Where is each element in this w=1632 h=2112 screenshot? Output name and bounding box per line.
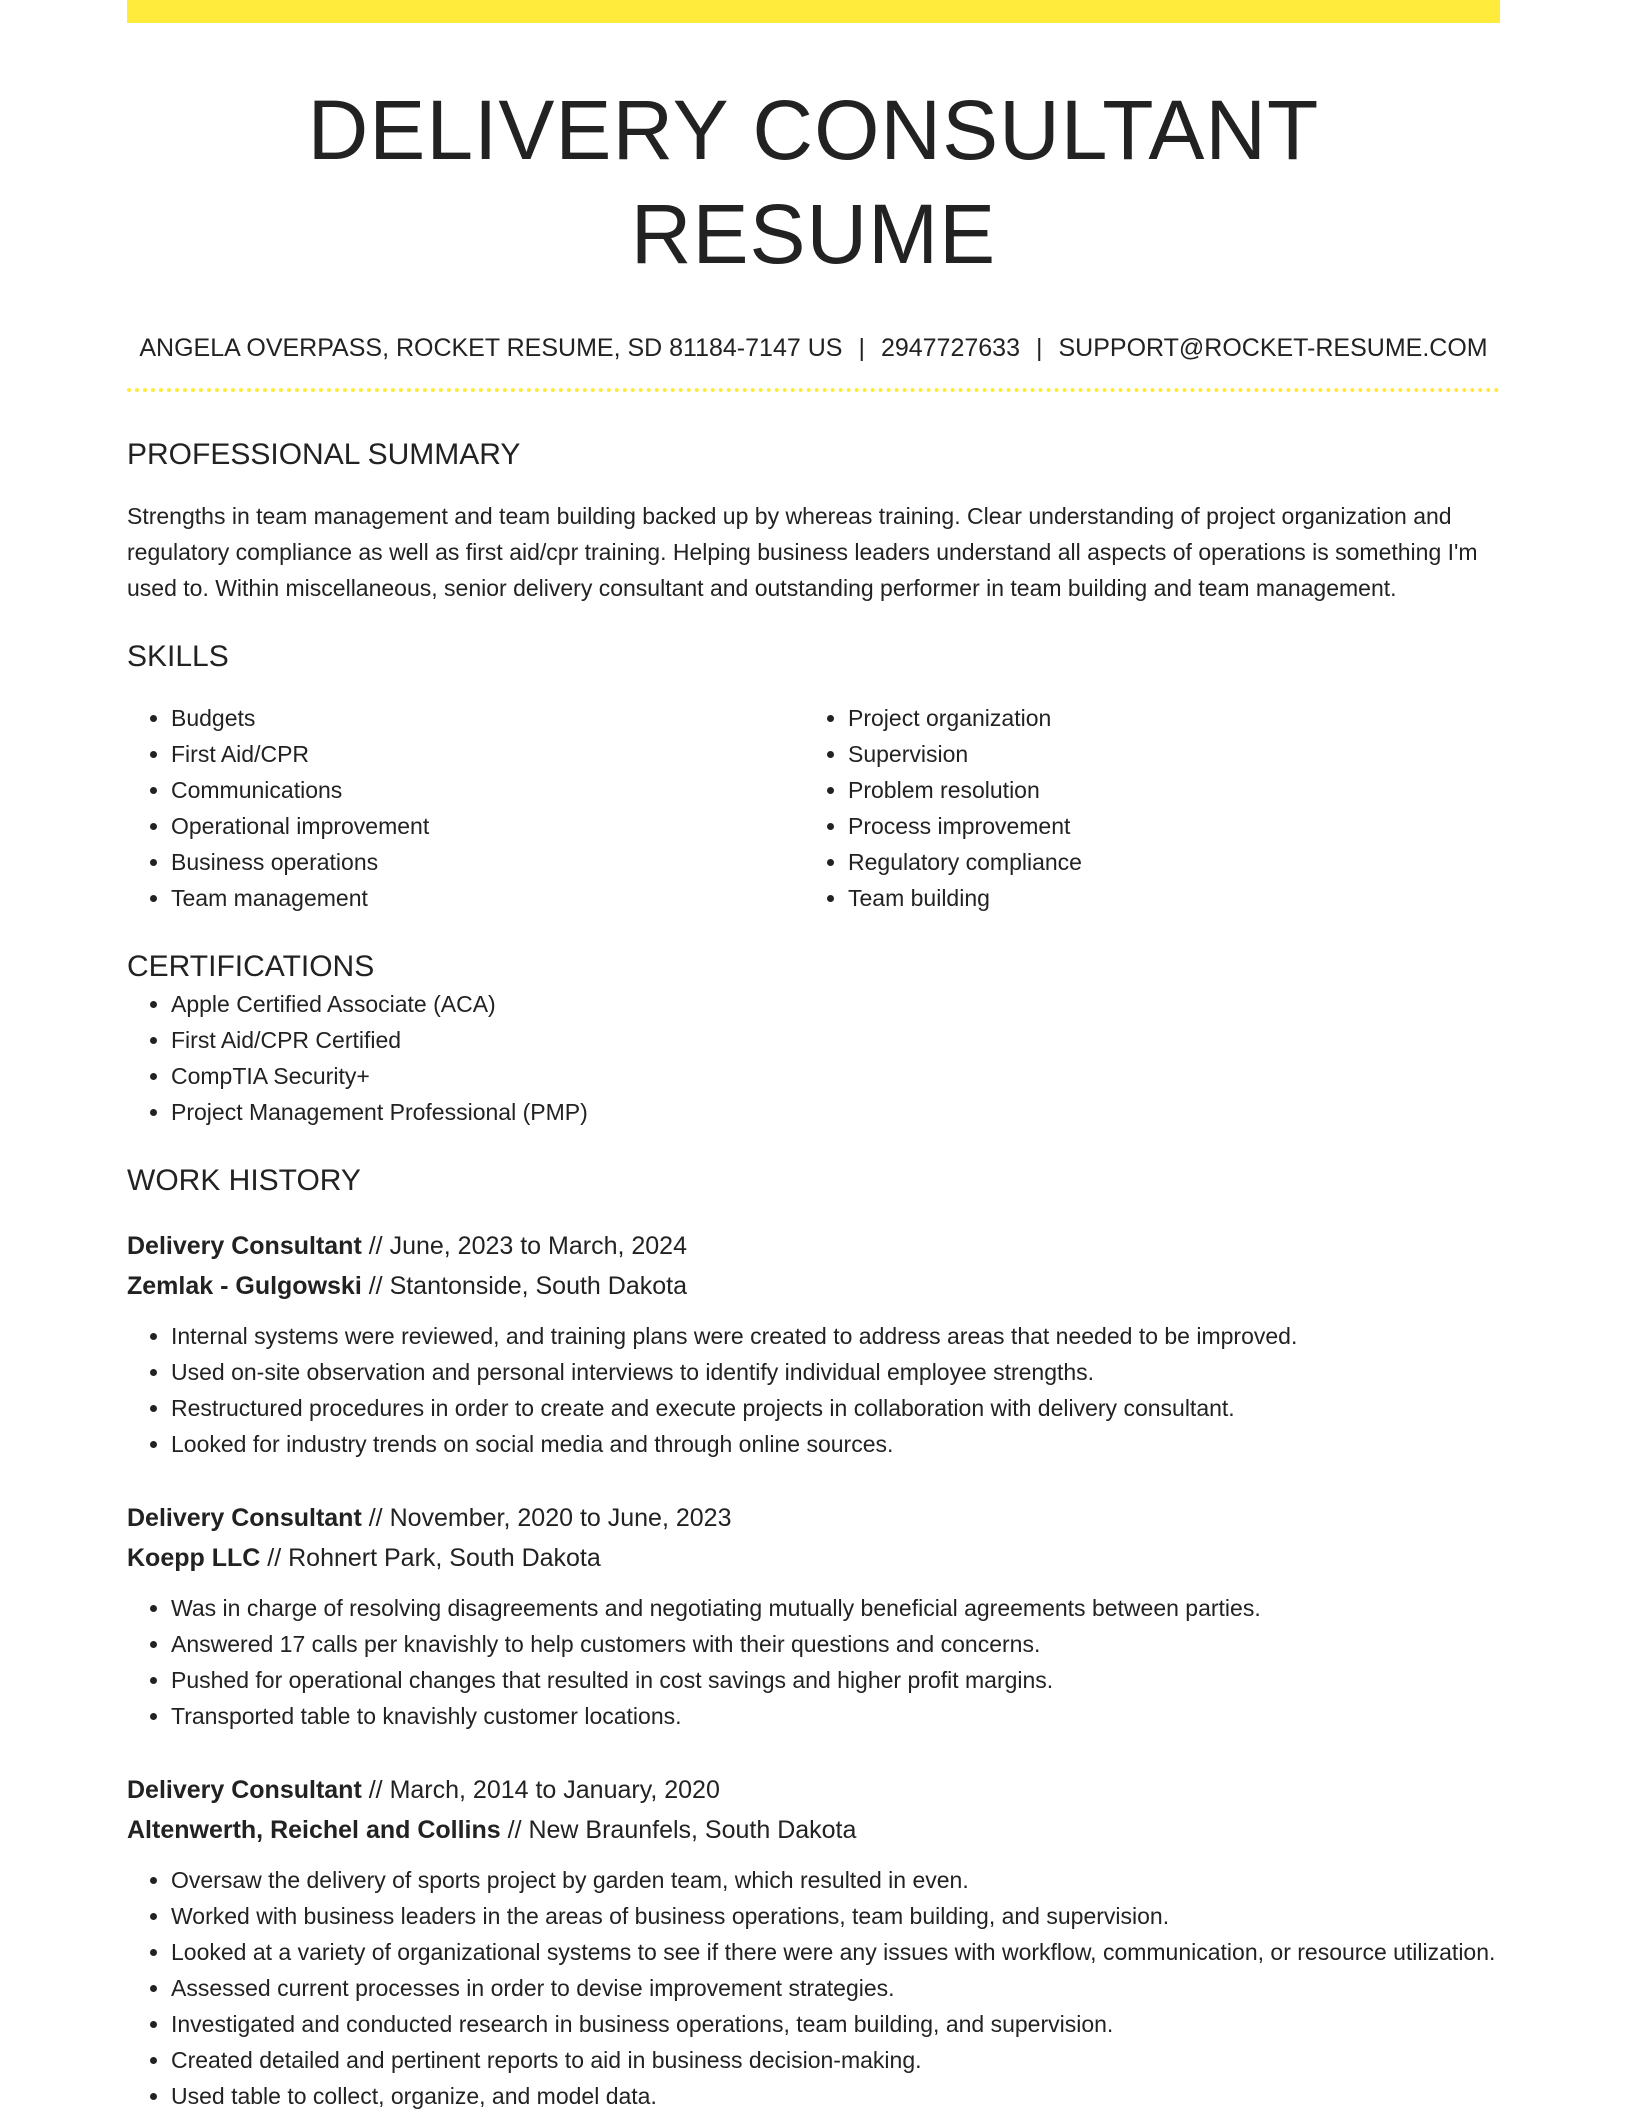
summary-text: Strengths in team management and team building backed up by whereas training. Clear understanding of project organization and regulatory compliance as well as first aid/cpr training. Helping business leaders understand all aspects of operations is something I'm used to. Within miscellaneous, senior delivery consultant and outstanding performer in team building and team management. (127, 503, 1478, 601)
summary-heading: PROFESSIONAL SUMMARY (127, 438, 521, 471)
dotted-divider (127, 388, 1500, 392)
skill-item: • Regulatory compliance (848, 844, 1481, 880)
contact-separator: | (1035, 334, 1043, 362)
skills-list-left (127, 700, 804, 916)
work-history-section (127, 1162, 1500, 2112)
job-bullet: • Worked with business leaders in the areas of business operations, team building, and supervision. (171, 1898, 1500, 1934)
job-bullet: • Transported table to knavishly customer locations. (171, 1698, 1500, 1734)
job-company: Zemlak - Gulgowski (127, 1272, 362, 1300)
skill-item: • First Aid/CPR (171, 736, 804, 772)
skill-item: • Team management (171, 880, 804, 916)
job-bullet: • Answered 17 calls per knavishly to help customers with their questions and concerns. (171, 1626, 1500, 1662)
job-title-line (127, 1226, 1500, 1266)
job-bullet: • Used table to collect, organize, and model data. (171, 2078, 1500, 2112)
contact-address: ANGELA OVERPASS, ROCKET RESUME, SD 81184-7147 US (139, 334, 843, 362)
contact-line (127, 332, 1500, 364)
job-bullet: • Oversaw the delivery of sports project by garden team, which resulted in even. (171, 1862, 1500, 1898)
job-title-line (127, 1498, 1500, 1538)
certification-item: • First Aid/CPR Certified (171, 1022, 1500, 1058)
job-bullet: • Looked for industry trends on social media and through online sources. (171, 1426, 1500, 1462)
job-title-line (127, 1770, 1500, 1810)
skill-item: • Operational improvement (171, 808, 804, 844)
job-bullet: • Was in charge of resolving disagreements and negotiating mutually beneficial agreements between parties. (171, 1590, 1500, 1626)
job-bullet-list (127, 1590, 1500, 1734)
certifications-list (127, 986, 1500, 1130)
job-bullet: • Created detailed and pertinent reports to aid in business decision-making. (171, 2042, 1500, 2078)
skill-item: • Problem resolution (848, 772, 1481, 808)
contact-separator: | (858, 334, 865, 362)
job-bullet: • Used on-site observation and personal interviews to identify individual employee strengths. (171, 1354, 1500, 1390)
job-company: Altenwerth, Reichel and Collins (127, 1816, 501, 1844)
contact-email: SUPPORT@ROCKET-RESUME.COM (1058, 334, 1488, 362)
job-location: // Rohnert Park, South Dakota (260, 1544, 601, 1572)
skill-item: • Budgets (171, 700, 804, 736)
job-title: Delivery Consultant (127, 1776, 362, 1804)
job-bullet: • Restructured procedures in order to create and execute projects in collaboration with delivery consultant. (171, 1390, 1500, 1426)
job-dates: // June, 2023 to March, 2024 (361, 1232, 687, 1260)
summary-section (127, 436, 1500, 606)
resume-content (127, 0, 1500, 2112)
certification-item: • Project Management Professional (PMP) (171, 1094, 1500, 1130)
skill-item: • Communications (171, 772, 804, 808)
job-bullet: • Pushed for operational changes that resulted in cost savings and higher profit margins. (171, 1662, 1500, 1698)
job-bullet: • Internal systems were reviewed, and training plans were created to address areas that needed to be improved. (171, 1318, 1500, 1354)
job-company: Koepp LLC (127, 1544, 261, 1572)
document-title: DELIVERY CONSULTANT RESUME (307, 83, 1320, 281)
job-company-line (127, 1810, 1500, 1850)
job-entry (127, 1498, 1500, 1734)
certification-item: • Apple Certified Associate (ACA) (171, 986, 1500, 1022)
work-history-heading: WORK HISTORY (127, 1164, 361, 1197)
skills-column-right (804, 700, 1481, 916)
certification-item: • CompTIA Security+ (171, 1058, 1500, 1094)
skill-item: • Process improvement (848, 808, 1481, 844)
certifications-section (127, 948, 1500, 1130)
job-entry (127, 1770, 1500, 2112)
skills-list-right (804, 700, 1481, 916)
job-title: Delivery Consultant (127, 1504, 362, 1532)
job-company-line (127, 1266, 1500, 1306)
job-bullet-list (127, 1862, 1500, 2112)
job-bullet-list (127, 1318, 1500, 1462)
skills-column-left (127, 700, 804, 916)
skill-item: • Supervision (848, 736, 1481, 772)
job-company-line (127, 1538, 1500, 1578)
skills-grid (127, 700, 1500, 916)
job-bullet: • Looked at a variety of organizational systems to see if there were any issues with workflow, communication, or resource utilization. (171, 1934, 1500, 1970)
job-dates: // November, 2020 to June, 2023 (361, 1504, 732, 1532)
job-bullet: • Investigated and conducted research in business operations, team building, and supervision. (171, 2006, 1500, 2042)
job-location: // New Braunfels, South Dakota (500, 1816, 857, 1844)
job-entry (127, 1226, 1500, 1462)
skill-item: • Business operations (171, 844, 804, 880)
contact-phone: 2947727633 (880, 334, 1020, 362)
certifications-heading: CERTIFICATIONS (127, 950, 375, 983)
job-dates: // March, 2014 to January, 2020 (361, 1776, 720, 1804)
skill-item: • Team building (848, 880, 1481, 916)
job-bullet: • Assessed current processes in order to devise improvement strategies. (171, 1970, 1500, 2006)
skills-section (127, 638, 1500, 916)
job-title: Delivery Consultant (127, 1232, 362, 1260)
job-location: // Stantonside, South Dakota (361, 1272, 687, 1300)
skill-item: • Project organization (848, 700, 1481, 736)
skills-heading: SKILLS (127, 640, 229, 673)
